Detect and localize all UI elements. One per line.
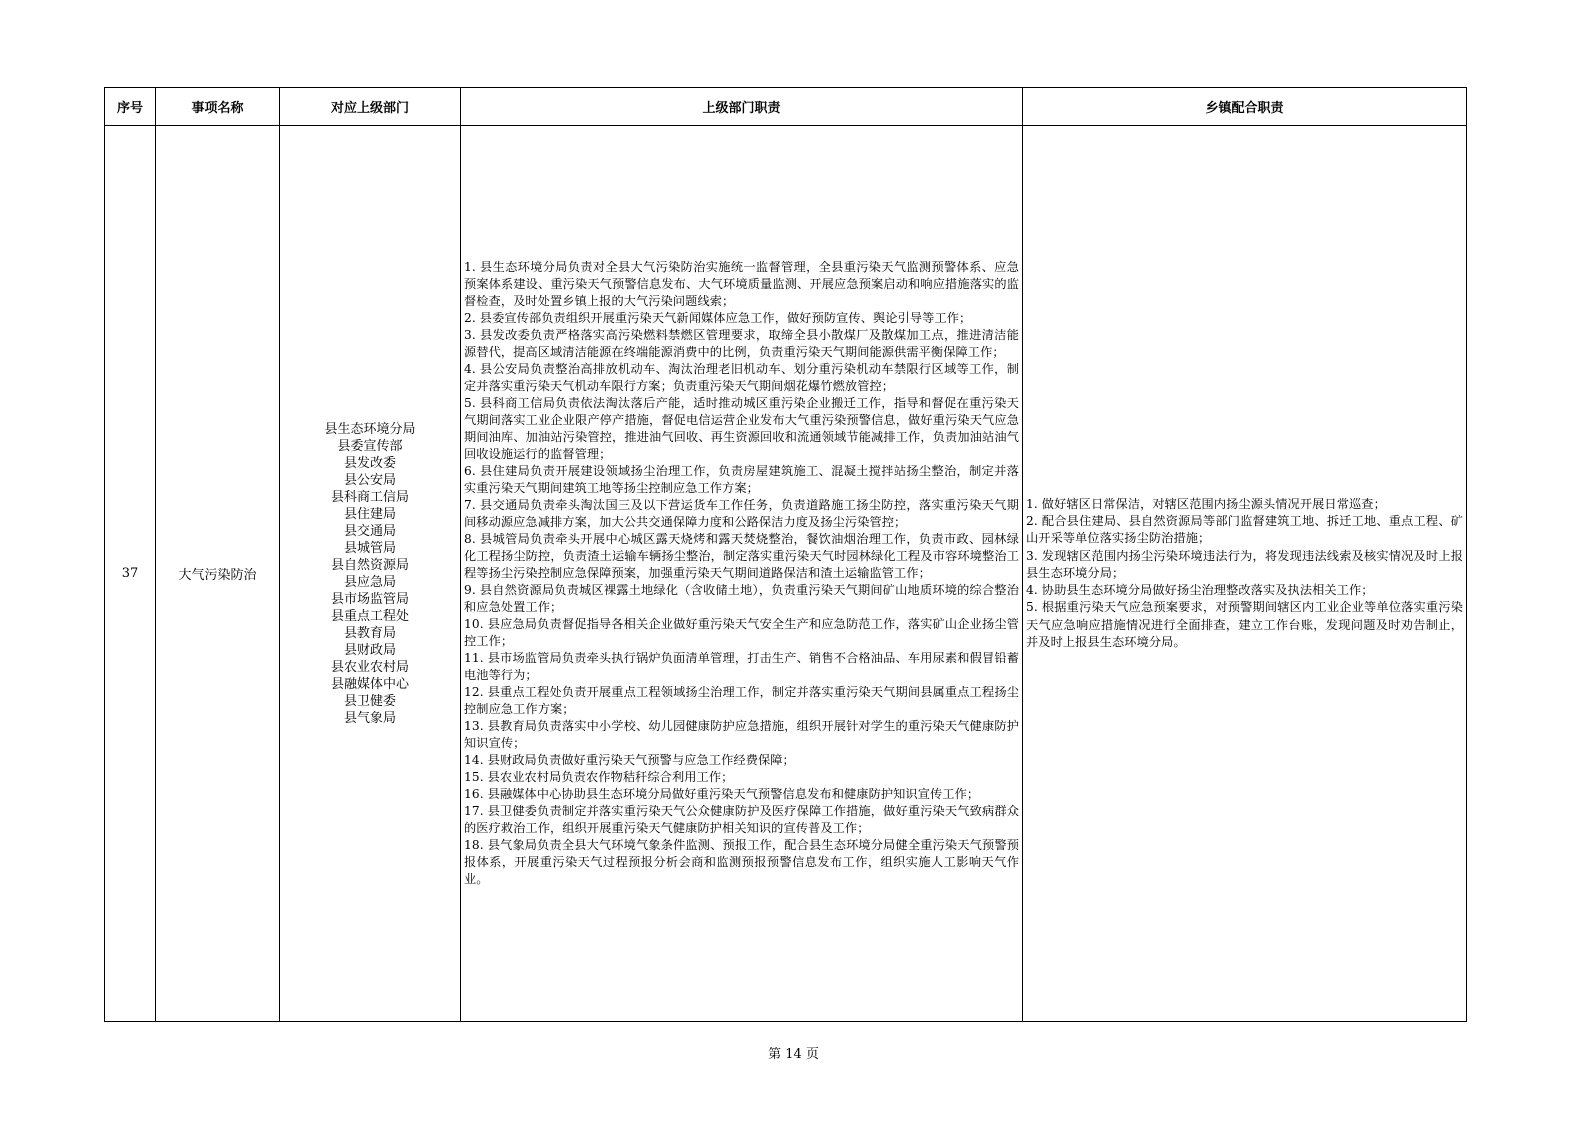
department-item: 县公安局 bbox=[343, 472, 396, 488]
superior-duty-item: 3. 县发改委负责严格落实高污染燃料禁燃区管理要求，取缔全县小散煤厂及散煤加工点，推进清洁能源替代，提高区域清洁能源在终端能源消费中的比例，负责重污染天气期间能源供需平衡保障工作； bbox=[464, 328, 1019, 359]
township-duty-list bbox=[1026, 496, 1463, 652]
township-duty-item: 2. 配合县住建局、县自然资源局等部门监督建筑工地、拆迁工地、重点工程、矿山开采等单位落实扬尘防治措施； bbox=[1026, 513, 1463, 546]
header-superior-dept: 对应上级部门 bbox=[280, 88, 461, 126]
department-item: 县财政局 bbox=[343, 642, 396, 658]
superior-duty-item: 5. 县科商工信局负责依法淘汰落后产能，适时推动城区重污染企业搬迁工作，指导和督促在重污染天气期间落实工业企业限产停产措施，督促电信运营企业发布大气重污染预警信息，做好重污染天气应急期间油库、加油站污染管控，推进油气回收、再生资源回收和流通领域节能减排工作，负责加油站油气回收设施运行的监督管理； bbox=[464, 396, 1019, 461]
superior-duty-item: 18. 县气象局负责全县大气环境气象条件监测、预报工作，配合县生态环境分局健全重污染天气预警预报体系，开展重污染天气过程预报分析会商和监测预报预警信息发布工作，组织实施人工影响天气作业。 bbox=[464, 838, 1019, 886]
superior-duty-item: 7. 县交通局负责牵头淘汰国三及以下营运货车工作任务，负责道路施工扬尘防控，落实重污染天气期间移动源应急减排方案，加大公共交通保障力度和公路保洁力度及扬尘污染管控； bbox=[464, 498, 1019, 529]
superior-duty-item: 11. 县市场监管局负责牵头执行锅炉负面清单管理，打击生产、销售不合格油品、车用尿素和假冒铅蓄电池等行为； bbox=[464, 651, 1019, 682]
responsibility-table bbox=[104, 87, 1467, 1022]
department-item: 县交通局 bbox=[343, 523, 396, 539]
department-item: 县城管局 bbox=[343, 540, 396, 556]
department-item: 县委宣传部 bbox=[337, 438, 403, 454]
department-item: 县融媒体中心 bbox=[330, 676, 409, 692]
item-name-cell: 大气污染防治 bbox=[156, 126, 280, 1022]
header-seq: 序号 bbox=[105, 88, 156, 126]
departments-cell bbox=[280, 126, 461, 1022]
superior-duty-item: 1. 县生态环境分局负责对全县大气污染防治实施统一监督管理，全县重污染天气监测预警体系、应急预案体系建设、重污染天气预警信息发布、大气环境质量监测、开展应急预案启动和响应措施落实的监督检查，及时处置乡镇上报的大气污染问题线索； bbox=[464, 260, 1019, 308]
department-item: 县重点工程处 bbox=[330, 608, 409, 624]
department-item: 县发改委 bbox=[343, 455, 396, 471]
department-item: 县自然资源局 bbox=[330, 557, 409, 573]
header-superior-duties: 上级部门职责 bbox=[461, 88, 1023, 126]
department-item: 县教育局 bbox=[343, 625, 396, 641]
department-item: 县生态环境分局 bbox=[324, 421, 416, 437]
superior-duty-item: 4. 县公安局负责整治高排放机动车、淘汰治理老旧机动车、划分重污染机动车禁限行区域等工作，制定并落实重污染天气机动车限行方案；负责重污染天气期间烟花爆竹燃放管控； bbox=[464, 362, 1019, 393]
department-item: 县市场监管局 bbox=[330, 591, 409, 607]
superior-duty-item: 14. 县财政局负责做好重污染天气预警与应急工作经费保障； bbox=[464, 753, 795, 767]
superior-duty-item: 17. 县卫健委负责制定并落实重污染天气公众健康防护及医疗保障工作措施，做好重污染天气致病群众的医疗救治工作，组织开展重污染天气健康防护相关知识的宣传普及工作； bbox=[464, 804, 1019, 835]
department-item: 县卫健委 bbox=[343, 693, 396, 709]
township-duty-item: 3. 发现辖区范围内扬尘污染环境违法行为，将发现违法线索及核实情况及时上报县生态环境分局； bbox=[1026, 548, 1463, 580]
superior-duty-item: 16. 县融媒体中心协助县生态环境分局做好重污染天气预警信息发布和健康防护知识宣传工作； bbox=[464, 787, 980, 801]
department-item: 县科商工信局 bbox=[330, 489, 409, 505]
superior-duties-cell bbox=[461, 126, 1023, 1022]
superior-duty-item: 13. 县教育局负责落实中小学校、幼儿园健康防护应急措施，组织开展针对学生的重污染天气健康防护知识宣传； bbox=[464, 719, 1019, 750]
department-item: 县气象局 bbox=[343, 710, 396, 726]
department-list bbox=[280, 421, 460, 727]
township-duty-item: 5. 根据重污染天气应急预案要求，对预警期间辖区内工业企业等单位落实重污染天气应急响应措施情况进行全面排查，建立工作台账，发现问题及时劝告制止，并及时上报县生态环境分局。 bbox=[1026, 600, 1463, 650]
township-duty-item: 4. 协助县生态环境分局做好扬尘治理整改落实及执法相关工作； bbox=[1026, 583, 1374, 598]
department-item: 县农业农村局 bbox=[330, 659, 409, 675]
superior-duty-item: 6. 县住建局负责开展建设领域扬尘治理工作，负责房屋建筑施工、混凝土搅拌站扬尘整治，制定并落实重污染天气期间建筑工地等扬尘控制应急工作方案； bbox=[464, 464, 1019, 495]
superior-duty-list bbox=[464, 259, 1019, 888]
table-header-row bbox=[105, 88, 1467, 126]
header-township-duties: 乡镇配合职责 bbox=[1023, 88, 1467, 126]
township-duty-item: 1. 做好辖区日常保洁，对辖区范围内扬尘源头情况开展日常巡查； bbox=[1026, 496, 1386, 511]
seq-cell: 37 bbox=[105, 126, 156, 1022]
superior-duty-item: 2. 县委宣传部负责组织开展重污染天气新闻媒体应急工作，做好预防宣传、舆论引导等工作； bbox=[464, 311, 972, 325]
superior-duty-item: 9. 县自然资源局负责城区裸露土地绿化（含收储土地），负责重污染天气期间矿山地质环境的综合整治和应急处置工作； bbox=[464, 583, 1019, 614]
superior-duty-item: 10. 县应急局负责督促指导各相关企业做好重污染天气安全生产和应急防范工作，落实矿山企业扬尘管控工作； bbox=[464, 617, 1019, 648]
township-duties-cell bbox=[1023, 126, 1467, 1022]
table-row bbox=[105, 126, 1467, 1022]
department-item: 县应急局 bbox=[343, 574, 396, 590]
superior-duty-item: 12. 县重点工程处负责开展重点工程领域扬尘治理工作，制定并落实重污染天气期间县属重点工程扬尘控制应急工作方案； bbox=[464, 685, 1019, 716]
page-number: 第 14 页 bbox=[768, 1047, 819, 1062]
department-item: 县住建局 bbox=[343, 506, 396, 522]
header-item-name: 事项名称 bbox=[156, 88, 280, 126]
superior-duty-item: 15. 县农业农村局负责农作物秸秆综合利用工作； bbox=[464, 770, 734, 784]
superior-duty-item: 8. 县城管局负责牵头开展中心城区露天烧烤和露天焚烧整治，餐饮油烟治理工作，负责市政、园林绿化工程扬尘防控，负责渣土运输车辆扬尘整治，制定落实重污染天气时园林绿化工程及市容环境整治工程等扬尘污染控制应急保障预案，加强重污染天气期间道路保洁和渣土运输监管工作； bbox=[464, 532, 1019, 580]
